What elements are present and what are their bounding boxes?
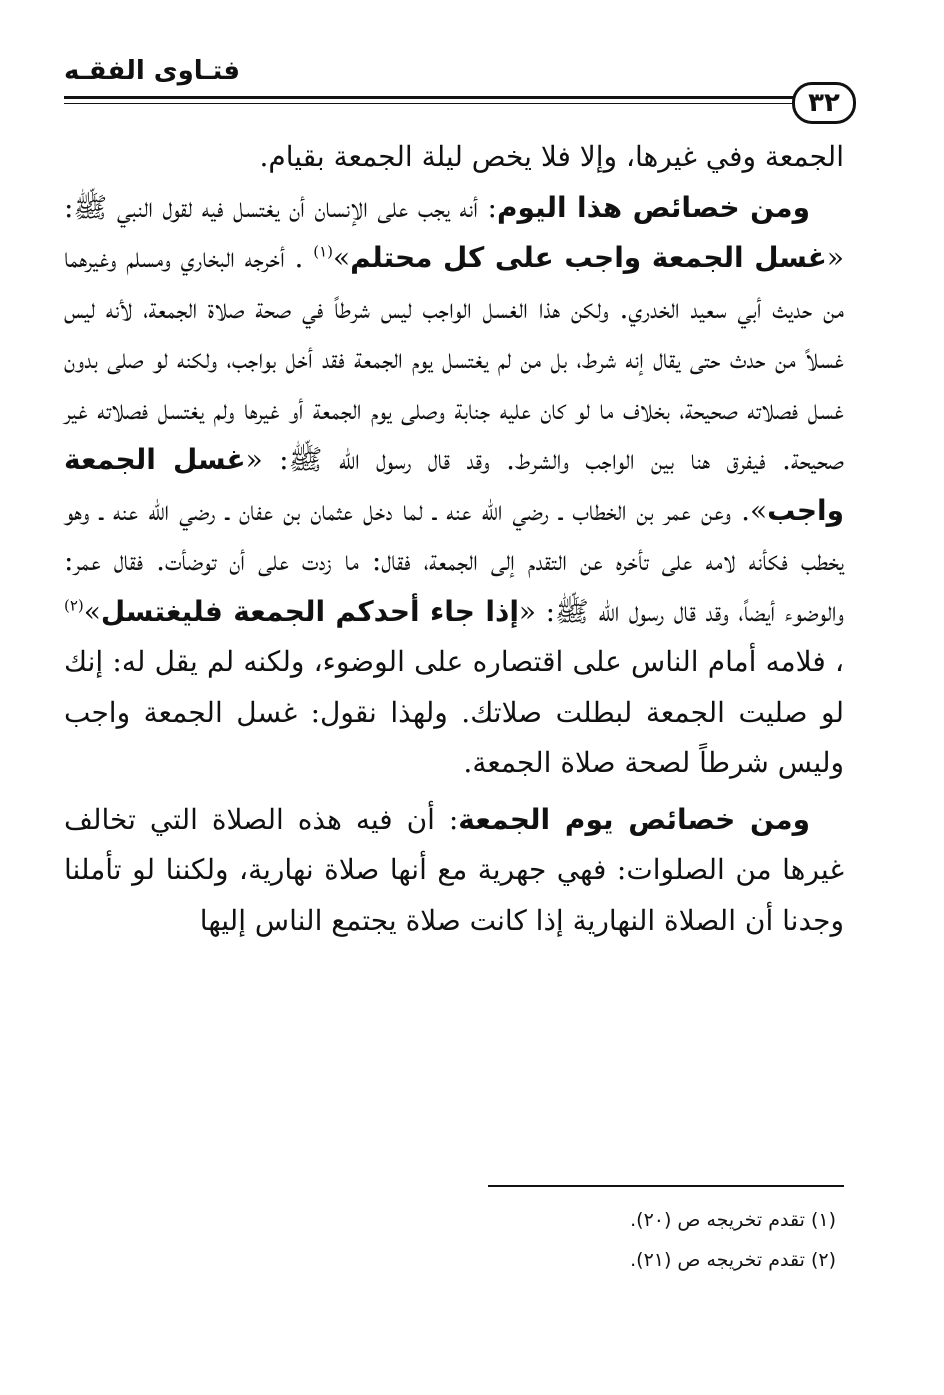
paragraph-3 [64, 795, 844, 947]
header-rule-thin [64, 103, 804, 104]
footnote-marker-2: (٢) [64, 596, 84, 615]
footnote-2: (٢) تقدم تخريجه ص (٢١). [630, 1249, 836, 1271]
page-number: ٣٢ [792, 82, 856, 124]
body-text [64, 132, 844, 946]
running-header-title: فتـاوى الفقـه [64, 56, 241, 86]
footnote-marker-1: (١) [313, 242, 333, 261]
paragraph-2-text-d: ، فلامه أمام الناس على اقتصاره على الوضوء، ولكنه لم يقل له: إنك لو صليت الجمعة لبطلت صلاتك. ولهذا نقول: غسل الجمعة واجب وليس شرطاً لصحة صلاة الجمعة. [64, 645, 844, 779]
hadith-quote-1: غسل الجمعة واجب على كل محتلم [350, 241, 827, 274]
paragraph-2-text-a: : أنه يجب على الإنسان أن يغتسل فيه لقول النبي ﷺ: « [64, 190, 844, 274]
paragraph-2-lead: ومن خصائص هذا اليوم [496, 190, 811, 224]
footnotes [64, 1200, 836, 1280]
hadith-quote-3: إذا جاء أحدكم الجمعة فليغتسل [100, 594, 519, 628]
paragraph-3-text: : أن فيه هذه الصلاة التي تخالف غيرها من الصلوات: فهي جهرية مع أنها صلاة نهارية، ولكننا لو تأملنا وجدنا أن الصلاة النهارية إذا كانت صلاة يجتمع الناس إليها [64, 802, 844, 937]
header-rule-thick [64, 96, 804, 99]
footnote-separator [488, 1185, 844, 1187]
hadith-quote-2: غسل الجمعة واجب [64, 443, 844, 527]
paragraph-1: الجمعة وفي غيرها، وإلا فلا يخص ليلة الجمعة بقيام. [259, 140, 844, 173]
paragraph-2-text-b: . أخرجه البخاري ومسلم وغيرهما من حديث أبي سعيد الخدري. ولكن هذا الغسل الواجب ليس شرطاً في صحة صلاة الجمعة، لأنه ليس غسلاً من حدث حتى يقال إنه شرط، بل من لم يغتسل يوم الجمعة فقد أخل بواجب، ولكنه لو صلى بدون غسل فصلاته صحيحة، بخلاف ما لو كان عليه جنابة وصلى يوم الجمعة أو غيرها ولم يغتسل فصلاته غير صحيحة. فيفرق هنا بين الواجب والشرط. وقد قال رسول الله ﷺ: « [64, 241, 845, 476]
paragraph-3-lead: ومن خصائص يوم الجمعة [458, 802, 810, 836]
paragraph-2-text-c: ». وعن عمر بن الخطاب ـ رضي الله عنه ـ لما دخل عثمان بن عفان ـ رضي الله عنه ـ وهو يخطب فكأنه لامه على تأخره عن التقدم إلى الجمعة، فقال: ما زدت على أن توضأت. فقال عمر: والوضوء أيضاً، وقد قال رسول الله ﷺ: « [64, 493, 844, 628]
footnote-1: (١) تقدم تخريجه ص (٢٠). [630, 1209, 836, 1231]
paragraph-2: ومن خصائص هذا اليوم: أنه يجب على الإنسان أن يغتسل فيه لقول النبي ﷺ: «غسل الجمعة واجب على كل محتلم»$^{(١)}$ . أخرجه البخاري ومسلم وغيرهما من حديث أبي سعيد الخدري. ولكن هذا الغسل الواجب ليس شرطاً في صحة صلاة الجمعة، لأنه ليس غسلاً من حدث حتى يقال إنه شرط، بل من لم يغتسل يوم الجمعة فقد أخل بواجب، ولكنه لو صلى بدون غسل فصلاته صحيحة، بخلاف ما لو كان عليه جنابة وصلى يوم الجمعة أو غيرها ولم يغتسل فصلاته غير صحيحة. فيفرق هنا بين الواجب والشرط. وقد قال رسول الله ﷺ: «غسل الجمعة واجب». وعن عمر بن الخطاب ـ رضي الله عنه ـ لما دخل عثمان بن عفان ـ رضي الله عنه ـ وهو يخطب فكأنه لامه على تأخره عن التقدم إلى الجمعة، فقال: ما زدت على أن توضأت. فقال عمر: والوضوء أيضاً، وقد قال رسول الله ﷺ: «إذا جاء أحدكم الجمعة فليغتسل»$^{(٢)}$ ، فلامه أمام الناس على اقتصاره على الوضوء، ولكنه لم يقل له: إنك لو صليت الجمعة لبطلت صلاتك. ولهذا نقول: غسل الجمعة واجب وليس شرطاً لصحة صلاة الجمعة. [64, 190, 845, 779]
